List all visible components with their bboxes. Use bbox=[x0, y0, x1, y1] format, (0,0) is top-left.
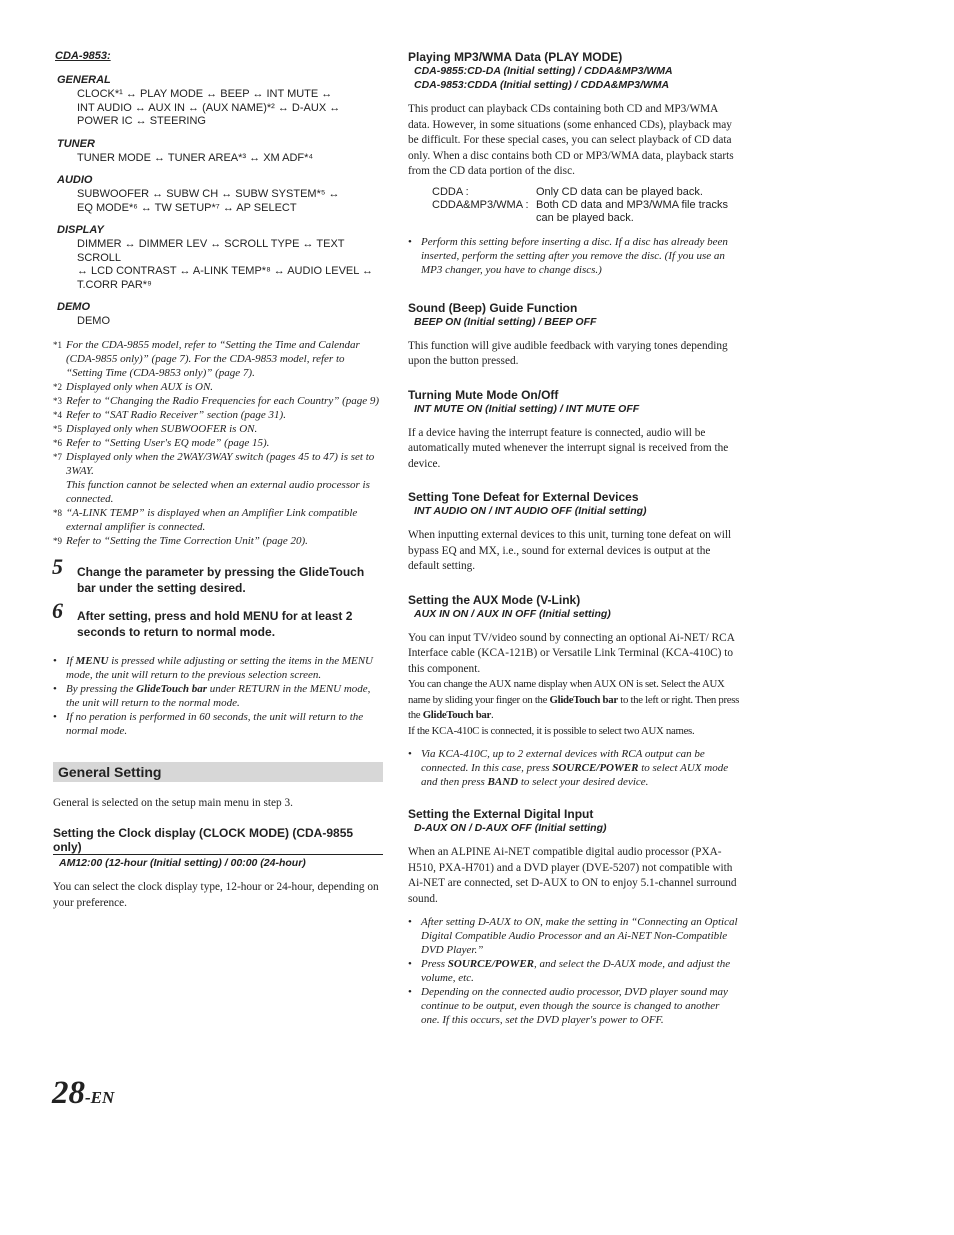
category-title: DISPLAY bbox=[57, 224, 104, 236]
footnote: *6 Refer to “Setting User's EQ mode” (page 15). bbox=[53, 436, 270, 449]
right-column bbox=[408, 50, 740, 1027]
mute-section bbox=[408, 388, 740, 473]
footnote: *5 Displayed only when SUBWOOFER is ON. bbox=[53, 422, 258, 435]
d-aux-notes bbox=[408, 915, 740, 1027]
mute-options: INT MUTE ON (Initial setting) / INT MUTE OFF bbox=[414, 402, 640, 415]
mute-title: Turning Mute Mode On/Off bbox=[408, 387, 559, 402]
list-item: • If MENU is pressed while adjusting or setting the items in the MENU mode, the unit will return to the previous selection screen. bbox=[53, 654, 383, 682]
aux-kca-note: If the KCA-410C is connected, it is possible to select two AUX names. bbox=[408, 724, 695, 737]
beep-title: Sound (Beep) Guide Function bbox=[408, 300, 578, 315]
list-item: • By pressing the GlideTouch bar under RETURN in the MENU mode, the unit will return to the normal mode. bbox=[53, 682, 383, 710]
definition-list bbox=[432, 186, 740, 225]
category-title: GENERAL bbox=[57, 74, 111, 86]
list-item: • Via KCA-410C, up to 2 external devices with RCA output can be connected. In this case, press SOURCE/POWER to select AUX mode and then press BAND to select your desired device. bbox=[408, 747, 740, 789]
step-notes bbox=[53, 654, 383, 738]
category-items: DEMO bbox=[77, 315, 110, 327]
step-6: 6 After setting, press and hold MENU for at least 2 seconds to return to normal mode. bbox=[52, 597, 353, 639]
page-number-suffix: -EN bbox=[85, 1088, 115, 1107]
list-item: • If no peration is performed in 60 seconds, the unit will return to the normal mode. bbox=[53, 710, 383, 738]
aux-options: AUX IN ON / AUX IN OFF (Initial setting) bbox=[414, 607, 611, 620]
menu-category-general bbox=[53, 74, 383, 129]
footnote: *8 “A-LINK TEMP” is displayed when an Amplifier Link compatible external amplifier is connected. bbox=[53, 506, 358, 533]
play-mode-option: CDA-9853:CDDA (Initial setting) / CDDA&MP3/WMA bbox=[414, 79, 670, 91]
menu-category-demo bbox=[53, 301, 383, 329]
menu-category-tuner bbox=[53, 138, 383, 166]
clock-options: AM12:00 (12-hour (Initial setting) / 00:00 (24-hour) bbox=[59, 857, 306, 869]
page-number-value: 28 bbox=[52, 1075, 85, 1111]
clock-title: Setting the Clock display (CLOCK MODE) (CDA-9855 only) bbox=[53, 826, 383, 855]
d-aux-title: Setting the External Digital Input bbox=[408, 807, 594, 821]
definition-text: Only CD data can be played back. bbox=[536, 185, 703, 198]
step-number: 5 bbox=[52, 553, 63, 579]
definition-term: CDDA&MP3/WMA : bbox=[432, 198, 529, 211]
menu-category-display bbox=[53, 224, 383, 292]
category-items: SUBWOOFER ↔ SUBW CH ↔ SUBW SYSTEM*⁵ ↔ EQ MODE*⁶ ↔ TW SETUP*⁷ ↔ AP SELECT bbox=[77, 188, 340, 214]
aux-description: You can input TV/video sound by connecting an optional Ai-NET/ RCA Interface cable (KCA-121B) or Versatile Link Terminal (KCA-410C) to this component. bbox=[408, 631, 735, 675]
beep-section bbox=[408, 301, 740, 370]
d-aux-section bbox=[408, 807, 740, 1027]
d-aux-options: D-AUX ON / D-AUX OFF (Initial setting) bbox=[414, 822, 607, 834]
footnote: *2 Displayed only when AUX is ON. bbox=[53, 380, 214, 393]
menu-category-audio bbox=[53, 174, 383, 215]
page-number bbox=[52, 1075, 114, 1112]
step-number: 6 bbox=[52, 597, 63, 623]
list-item: • Depending on the connected audio processor, DVD player sound may continue to be output, even though the source is changed to another one. If this occurs, set the DVD player's power to OFF. bbox=[408, 985, 740, 1027]
category-items: CLOCK*¹ ↔ PLAY MODE ↔ BEEP ↔ INT MUTE ↔ INT AUDIO ↔ AUX IN ↔ (AUX NAME)*² ↔ D-AUX ↔ POWER IC ↔ STEERING bbox=[77, 88, 341, 127]
d-aux-description: When an ALPINE Ai-NET compatible digital audio processor (PXA-H510, PXA-H701) and a DVD player (DVE-5207) not compatible with Ai-NET are connected, set D-AUX to ON to enjoy 5.1-channel surround sound. bbox=[408, 846, 737, 905]
aux-title: Setting the AUX Mode (V-Link) bbox=[408, 592, 581, 607]
step-5: 5 Change the parameter by pressing the GlideTouch bar under the setting desired. bbox=[52, 553, 365, 595]
beep-description: This function will give audible feedback with varying tones depending upon the button pressed. bbox=[408, 339, 728, 367]
section-intro: General is selected on the setup main menu in step 3. bbox=[53, 796, 293, 809]
play-mode-title: Playing MP3/WMA Data (PLAY MODE) bbox=[408, 50, 623, 64]
footnote: *7 Displayed only when the 2WAY/3WAY switch (pages 45 to 47) is set to 3WAY. This function cannot be selected when an external audio processor is connected. bbox=[53, 450, 375, 505]
aux-notes bbox=[408, 747, 740, 789]
category-title: TUNER bbox=[57, 137, 95, 150]
play-mode-notes bbox=[408, 235, 740, 277]
play-mode-description: This product can playback CDs containing both CD and MP3/WMA data. However, in some situations (some enhanced CDs), playback may be difficult. For these special cases, you can select playback of CD data only. When a disc contains both CD or MP3/WMA data, playback starts from the CD data portion of the disc. bbox=[408, 103, 734, 177]
tone-defeat-title: Setting Tone Defeat for External Devices bbox=[408, 490, 639, 504]
category-title: DEMO bbox=[57, 301, 90, 313]
list-item: • Press SOURCE/POWER, and select the D-AUX mode, and adjust the volume, etc. bbox=[408, 957, 740, 985]
tone-defeat-description: When inputting external devices to this unit, turning tone defeat on will bypass EQ and MX, i.e., sound for external devices is output at the default setting. bbox=[408, 529, 732, 572]
list-item: • Perform this setting before inserting a disc. If a disc has already been inserted, perform the setting after you remove the disc. (If you use an MP3 changer, you have to change discs.) bbox=[408, 235, 740, 277]
model-label: CDA-9853: bbox=[55, 50, 111, 62]
play-mode-option: CDA-9855:CD-DA (Initial setting) / CDDA&MP3/WMA bbox=[414, 65, 673, 77]
clock-heading bbox=[53, 826, 383, 856]
tone-defeat-section bbox=[408, 490, 740, 575]
category-items: TUNER MODE ↔ TUNER AREA*³ ↔ XM ADF*⁴ bbox=[77, 151, 314, 164]
beep-options: BEEP ON (Initial setting) / BEEP OFF bbox=[414, 315, 597, 328]
aux-section bbox=[408, 593, 740, 790]
left-column bbox=[53, 50, 383, 911]
footnotes bbox=[53, 338, 383, 548]
section-title: General Setting bbox=[53, 762, 383, 782]
mute-description: If a device having the interrupt feature is connected, audio will be automatically muted whenever the interrupt signal is received from the device. bbox=[408, 426, 729, 470]
tone-defeat-options: INT AUDIO ON / INT AUDIO OFF (Initial setting) bbox=[414, 505, 647, 517]
footnote: *9 Refer to “Setting the Time Correction Unit” (page 20). bbox=[53, 534, 308, 547]
footnote: *1 For the CDA-9855 model, refer to “Setting the Time and Calendar (CDA-9855 only)” (page 7). For the CDA-9853 model, refer to “Setting Time (CDA-9853 only)” (page 7). bbox=[53, 338, 360, 379]
list-item: • After setting D-AUX to ON, make the setting in “Connecting an Optical Digital Compatible Audio Processor and an Ai-NET Non-Compatible DVD Player.” bbox=[408, 915, 740, 957]
clock-description: You can select the clock display type, 12-hour or 24-hour, depending on your preference. bbox=[53, 881, 379, 909]
play-mode-section bbox=[408, 50, 740, 277]
category-items: DIMMER ↔ DIMMER LEV ↔ SCROLL TYPE ↔ TEXT SCROLL ↔ LCD CONTRAST ↔ A-LINK TEMP*⁸ ↔ AUDIO LEVEL ↔ T.CORR PAR*⁹ bbox=[77, 238, 374, 291]
category-title: AUDIO bbox=[57, 174, 93, 186]
aux-name-description: You can change the AUX name display when AUX ON is set. Select the AUX name by sliding your finger on the GlideTouch bar to the left or right. Then press the GlideTouch bar. bbox=[408, 678, 740, 721]
definition-term: CDDA : bbox=[432, 185, 469, 198]
footnote: *4 Refer to “SAT Radio Receiver” section (page 31). bbox=[53, 408, 286, 421]
footnote: *3 Refer to “Changing the Radio Frequencies for each Country” (page 9) bbox=[53, 394, 380, 407]
definition-text: Both CD data and MP3/WMA file tracks can be played back. bbox=[536, 198, 728, 224]
